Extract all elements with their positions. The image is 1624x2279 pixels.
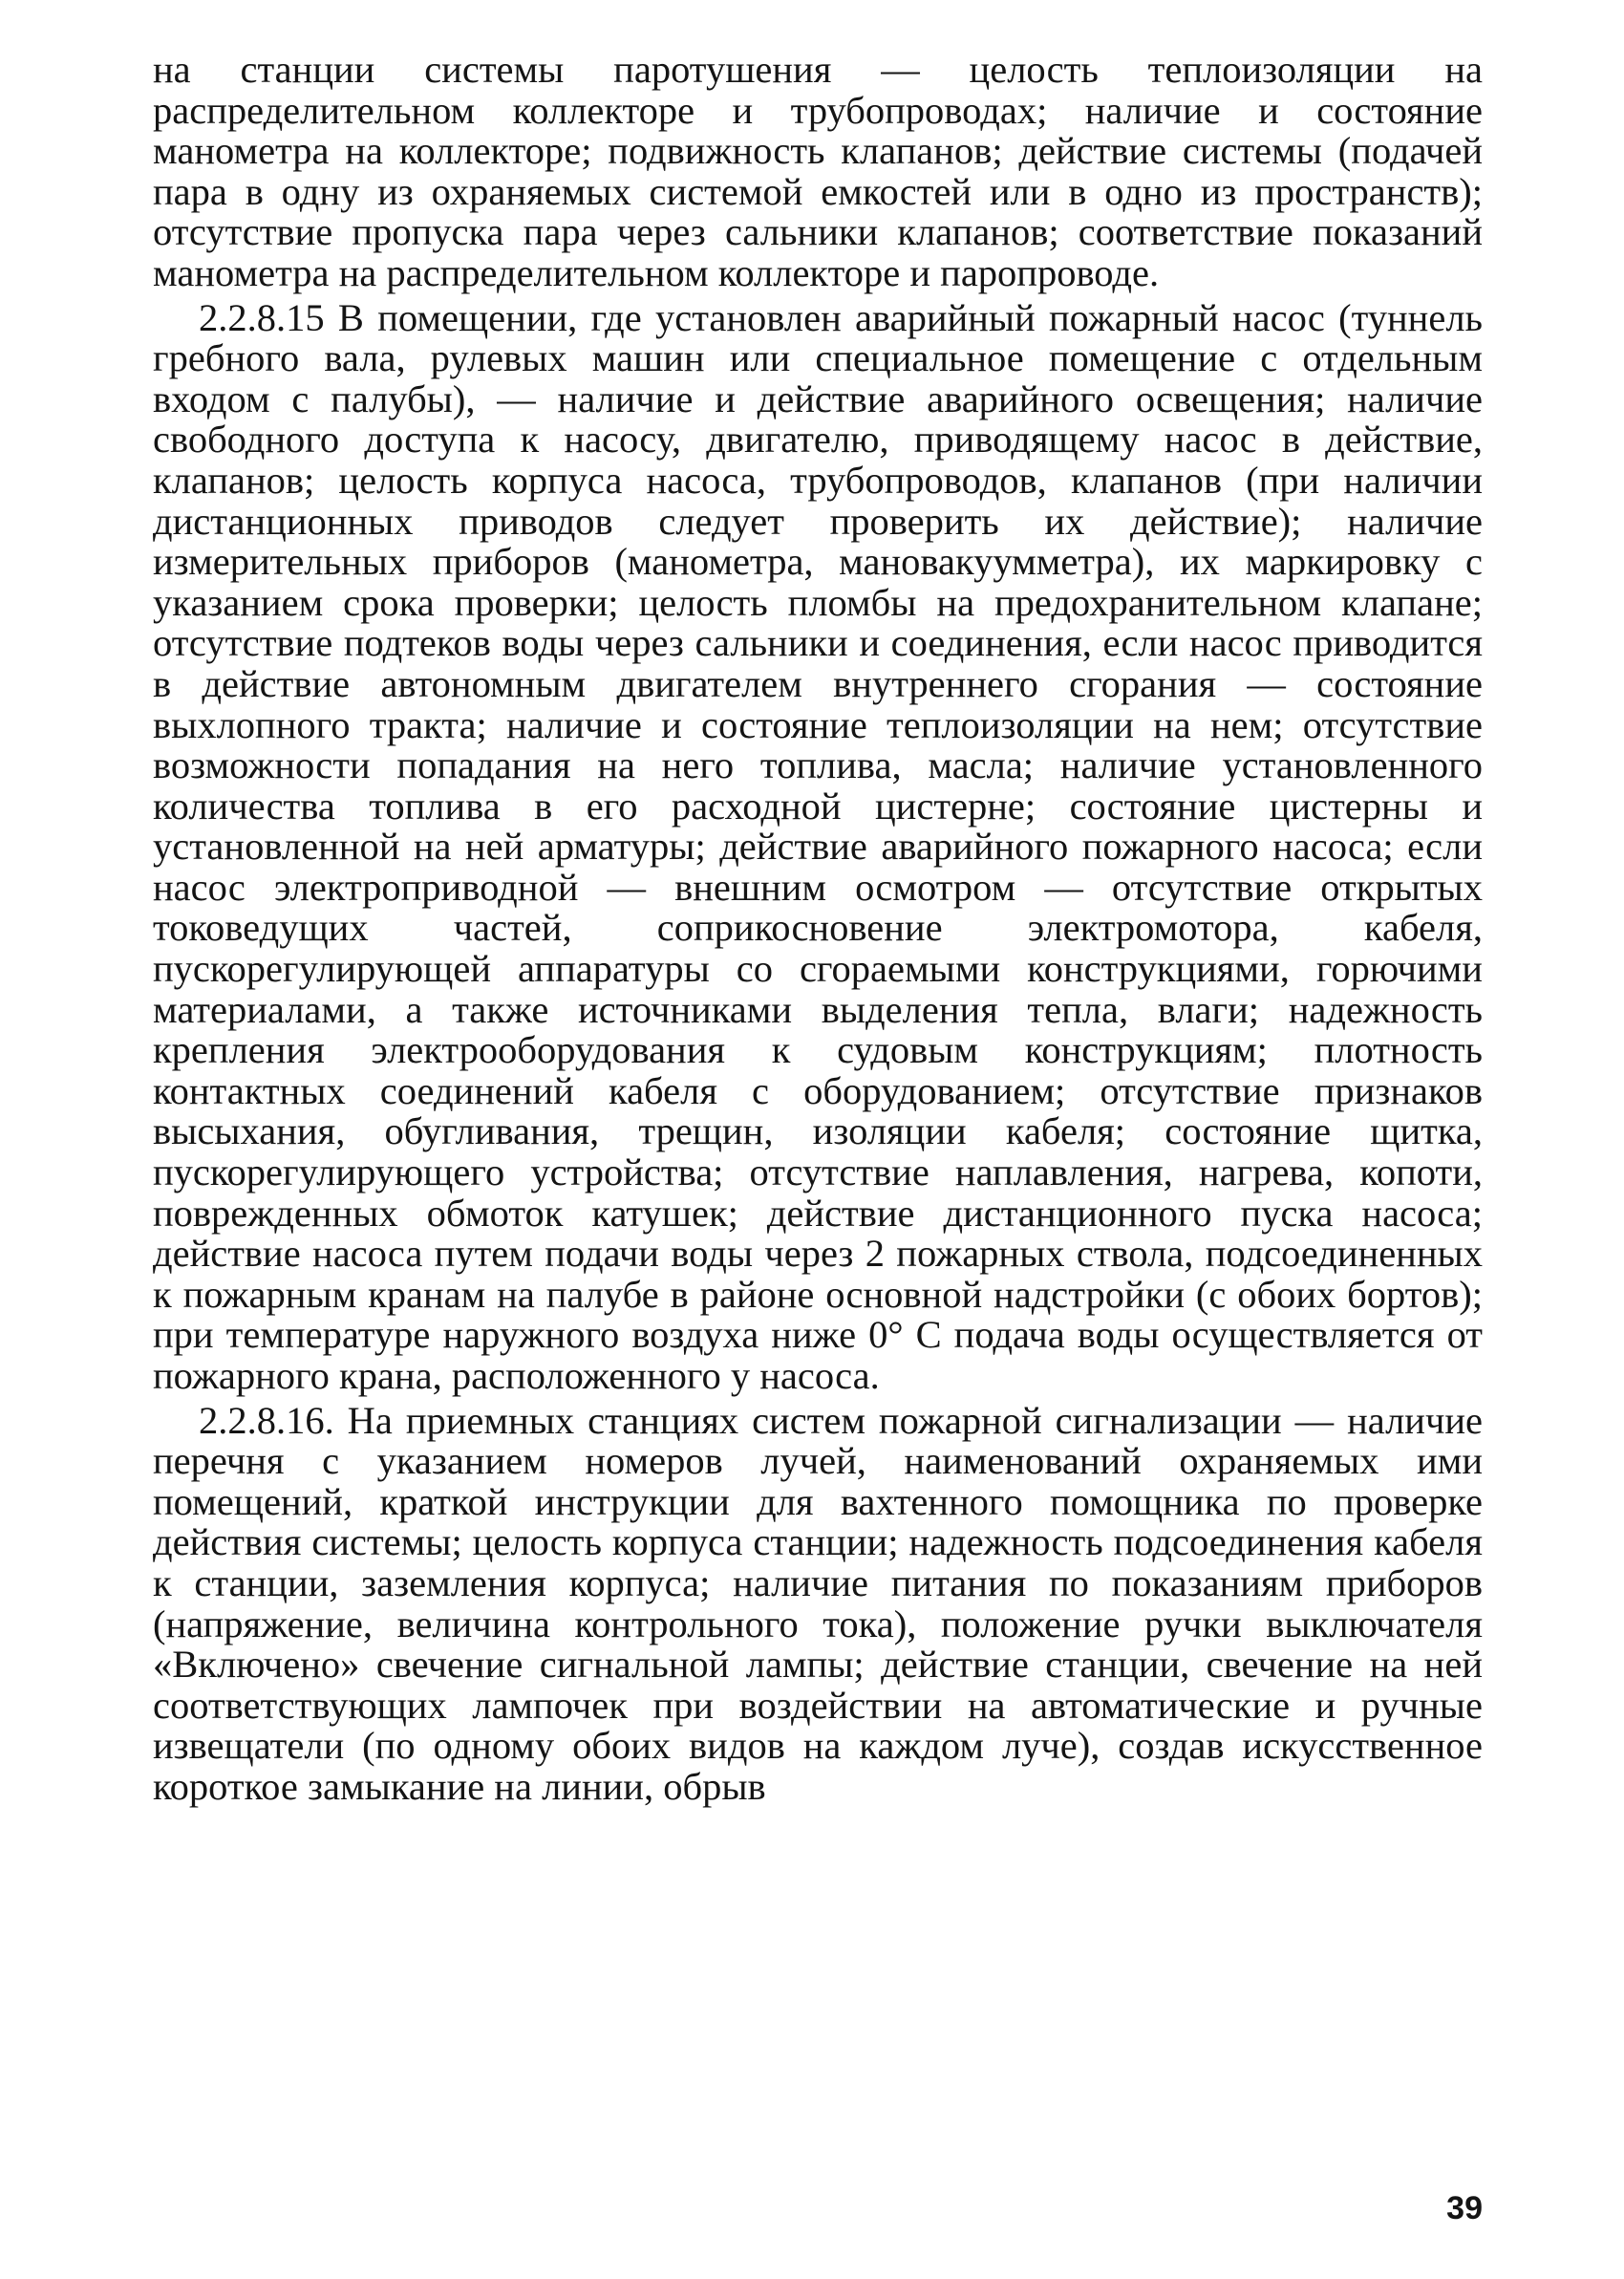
page-number: 39 [1446,2190,1483,2226]
paragraph-2-2-8-15: 2.2.8.15 В помещении, где установлен аварийный пожарный насос (туннель гребного вала, рулевых машин или специальное помещение с отдельным входом с палубы), — наличие и действие аварийного освещения; наличие свободного доступа к насосу, двигателю, приводящему насос в действие, клапанов; целость корпуса насоса, трубопроводов, клапанов (при наличии дистанционных приводов следует проверить их действие); наличие измерительных приборов (манометра, мановакуумметра), их маркировку с указанием срока проверки; целость пломбы на предохранительном клапане; отсутствие подтеков воды через сальники и соединения, если насос приводится в действие автономным двигателем внутреннего сгорания — состояние выхлопного тракта; наличие и состояние теплоизоляции на нем; отсутствие возможности попадания на него топлива, масла; наличие установленного количества топлива в его расходной цистерне; состояние цистерны и установленной на ней арматуры; действие аварийного пожарного насоса; если насос электроприводной — внешним осмотром — отсутствие открытых токоведущих частей, соприкосновение электромотора, кабеля, пускорегулирующей аппаратуры со сгораемыми конструкциями, горючими материалами, а также источниками выделения тепла, влаги; надежность крепления электрооборудования к судовым конструкциям; плотность контактных соединений кабеля с оборудованием; отсутствие признаков высыхания, обугливания, трещин, изоляции кабеля; состояние щитка, пускорегулирующего устройства; отсутствие наплавления, нагрева, копоти, поврежденных обмоток катушек; действие дистанционного пуска насоса; действие насоса путем подачи воды через 2 пожарных ствола, подсоединенных к пожарным кранам на палубе в районе основной надстройки (с обоих бортов); при температуре наружного воздуха ниже 0° С подача воды осуществляется от пожарного крана, расположенного у насоса. [153,295,1483,1397]
paragraph-2-2-8-16: 2.2.8.16. На приемных станциях систем пожарной сигнализации — наличие перечня с указанием номеров лучей, наименований охраняемых ими помещений, краткой инструкции для вахтенного помощника по проверке действия системы; целость корпуса станции; надежность подсоединения кабеля к станции, заземления корпуса; наличие питания по показаниям приборов (напряжение, величина контрольного тока), положение ручки выключателя «Включено» свечение сигнальной лампы; действие станции, свечение на ней соответствующих лампочек при воздействии на автоматические и ручные извещатели (по одному обоих видов на каждом луче), создав искусственное короткое замыкание на линии, обрыв [153,1398,1483,1808]
paragraph-continuation: на станции системы паротушения — целость теплоизоляции на распределительном коллекторе и трубопроводах; наличие и состояние манометра на коллекторе; подвижность клапанов; действие системы (подачей пара в одну из охраняемых системой емкостей или в одно из пространств); отсутствие пропуска пара через сальники клапанов; соответствие показаний манометра на распределительном коллекторе и паропроводе. [153,48,1483,294]
page-body [153,50,1483,1808]
